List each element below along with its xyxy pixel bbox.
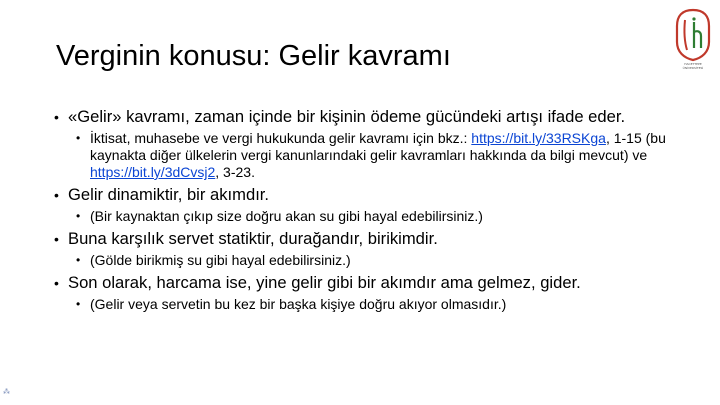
sub-bullet-text: (Bir kaynaktan çıkıp size doğru akan su gibi hayal edebilirsiniz.) (90, 208, 483, 224)
bullet-item-4 (52, 273, 692, 293)
bullet-item-2 (52, 185, 692, 205)
sub-bullet-item-2-1 (74, 208, 692, 225)
sub-bullet-text-after: , 3-23. (215, 164, 255, 180)
bullet-icon: • (76, 297, 81, 311)
bullet-text: Buna karşılık servet statiktir, durağandır, birikimdir. (68, 229, 438, 248)
bullet-icon: • (54, 187, 59, 203)
logo-text-line1: HACETTEPE (684, 62, 702, 66)
sub-bullet-text-before: İktisat, muhasebe ve vergi hukukunda gelir kavramı için bkz.: (90, 130, 472, 146)
bullet-item-3 (52, 229, 692, 249)
sub-bullet-item-1-1 (74, 130, 692, 181)
bullet-item-1 (52, 107, 692, 127)
bullet-text: Gelir dinamiktir, bir akımdır. (68, 185, 270, 204)
slide-title: Verginin konusu: Gelir kavramı (56, 40, 451, 72)
bullet-icon: • (54, 275, 59, 291)
bullet-icon: • (54, 231, 59, 247)
sub-bullet-text: (Gelir veya servetin bu kez bir başka kişiye doğru akıyor olmasıdır.) (90, 296, 507, 312)
sub-bullet-text: (Gölde birikmiş su gibi hayal edebilirsiniz.) (90, 252, 351, 268)
bullet-icon: • (76, 131, 81, 145)
reference-link-1[interactable]: https://bit.ly/33RSKga (471, 130, 606, 146)
bullet-icon: • (76, 209, 81, 223)
bullet-icon: • (54, 109, 59, 125)
slide-corner-mark-icon: ⁂ (3, 389, 10, 396)
sub-bullet-text-middle: , 1-15 (bu kaynakta diğer ülkelerin vergi kanunlarındaki gelir kavramları hakkında da bilgi mevcut) ve (90, 130, 666, 163)
bullet-icon: • (76, 253, 81, 267)
bullet-text: «Gelir» kavramı, zaman içinde bir kişinin ödeme gücündeki artışı ifade eder. (68, 107, 626, 126)
sub-bullet-item-3-1 (74, 252, 692, 269)
bullet-list (52, 107, 692, 317)
logo-emblem-icon (672, 8, 714, 62)
sub-bullet-item-4-1 (74, 296, 692, 313)
reference-link-2[interactable]: https://bit.ly/3dCvsj2 (90, 164, 216, 180)
university-logo (672, 8, 714, 70)
logo-text-line2: ÜNİVERSİTESİ (682, 66, 704, 70)
bullet-text: Son olarak, harcama ise, yine gelir gibi bir akımdır ama gelmez, gider. (68, 273, 581, 292)
